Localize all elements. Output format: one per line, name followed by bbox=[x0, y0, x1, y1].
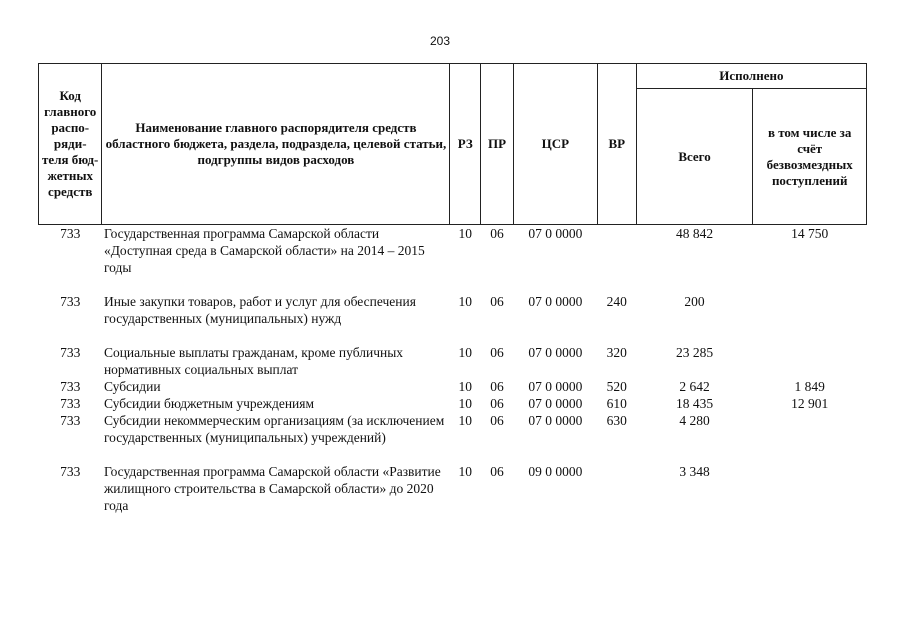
header-rz: РЗ bbox=[450, 64, 481, 225]
cell-name: Субсидии некоммерческим организациям (за исключением государственных (муниципальных) учреждений) bbox=[103, 413, 445, 445]
cell-csr: 07 0 0000 bbox=[528, 396, 583, 411]
cell-csr: 07 0 0000 bbox=[528, 226, 583, 241]
cell-free bbox=[753, 463, 867, 514]
cell-free: 1 849 bbox=[794, 379, 825, 394]
cell-name: Субсидии bbox=[103, 379, 161, 394]
cell-rz: 10 bbox=[458, 464, 473, 479]
cell-rz: 10 bbox=[458, 413, 473, 428]
cell-csr: 07 0 0000 bbox=[528, 413, 583, 428]
cell-pr: 06 bbox=[490, 464, 504, 479]
cell-code: 733 bbox=[60, 413, 81, 428]
cell-vr: 630 bbox=[606, 413, 627, 428]
table-row bbox=[39, 344, 867, 378]
table-row bbox=[39, 378, 867, 395]
cell-rz: 10 bbox=[458, 345, 473, 360]
cell-free bbox=[753, 412, 867, 463]
cell-pr: 06 bbox=[490, 294, 504, 309]
cell-total: 23 285 bbox=[675, 345, 714, 360]
header-executed: Исполнено bbox=[636, 64, 866, 89]
cell-csr: 07 0 0000 bbox=[528, 379, 583, 394]
header-vr: ВР bbox=[597, 64, 636, 225]
cell-rz: 10 bbox=[458, 226, 473, 241]
cell-csr: 07 0 0000 bbox=[528, 345, 583, 360]
cell-rz: 10 bbox=[458, 294, 473, 309]
cell-code: 733 bbox=[60, 464, 81, 479]
header-total: Всего bbox=[636, 89, 753, 225]
cell-name: Государственная программа Самарской области «Развитие жилищного строительства в Самарской области» до 2020 года bbox=[103, 464, 441, 513]
header-name: Наименование главного распорядителя средств областного бюджета, раздела, подраздела, целевой статьи, подгруппы видов расходов bbox=[102, 64, 450, 225]
cell-name: Государственная программа Самарской области «Доступная среда в Самарской области» на 2014 – 2015 годы bbox=[103, 226, 425, 275]
cell-total: 4 280 bbox=[679, 413, 710, 428]
cell-code: 733 bbox=[60, 396, 81, 411]
table-row bbox=[39, 395, 867, 412]
cell-code: 733 bbox=[60, 345, 81, 360]
cell-pr: 06 bbox=[490, 413, 504, 428]
cell-rz: 10 bbox=[458, 379, 473, 394]
cell-vr: 320 bbox=[606, 345, 627, 360]
cell-vr bbox=[597, 225, 636, 294]
cell-total: 200 bbox=[684, 294, 705, 309]
cell-pr: 06 bbox=[490, 226, 504, 241]
header-free: в том числе за счёт безвозмездных поступлений bbox=[753, 89, 867, 225]
cell-total: 18 435 bbox=[675, 396, 714, 411]
cell-name: Социальные выплаты гражданам, кроме публичных нормативных социальных выплат bbox=[103, 345, 404, 377]
cell-total: 3 348 bbox=[679, 464, 710, 479]
cell-pr: 06 bbox=[490, 345, 504, 360]
table-body bbox=[39, 225, 867, 515]
header-code: Код главного распо-ряди-теля бюд-жетных средств bbox=[39, 64, 102, 225]
cell-vr: 610 bbox=[606, 396, 627, 411]
cell-csr: 07 0 0000 bbox=[528, 294, 583, 309]
cell-free bbox=[753, 344, 867, 378]
cell-free bbox=[753, 293, 867, 344]
cell-code: 733 bbox=[60, 379, 81, 394]
cell-code: 733 bbox=[60, 226, 81, 241]
cell-name: Субсидии бюджетным учреждениям bbox=[103, 396, 315, 411]
table-row bbox=[39, 463, 867, 514]
header-csr: ЦСР bbox=[513, 64, 597, 225]
table-row bbox=[39, 412, 867, 463]
cell-total: 48 842 bbox=[675, 226, 714, 241]
cell-pr: 06 bbox=[490, 396, 504, 411]
cell-free: 12 901 bbox=[791, 396, 829, 411]
cell-pr: 06 bbox=[490, 379, 504, 394]
table-row bbox=[39, 293, 867, 344]
table-row bbox=[39, 225, 867, 294]
cell-csr: 09 0 0000 bbox=[528, 464, 583, 479]
table-header bbox=[39, 64, 867, 225]
budget-table bbox=[38, 63, 867, 514]
cell-code: 733 bbox=[60, 294, 81, 309]
cell-free: 14 750 bbox=[791, 226, 829, 241]
cell-vr bbox=[597, 463, 636, 514]
cell-vr: 240 bbox=[606, 294, 627, 309]
cell-name: Иные закупки товаров, работ и услуг для обеспечения государственных (муниципальных) нужд bbox=[103, 294, 416, 326]
cell-rz: 10 bbox=[458, 396, 473, 411]
header-pr: ПР bbox=[481, 64, 514, 225]
cell-vr: 520 bbox=[606, 379, 627, 394]
page-number: 203 bbox=[429, 34, 451, 48]
cell-total: 2 642 bbox=[679, 379, 710, 394]
